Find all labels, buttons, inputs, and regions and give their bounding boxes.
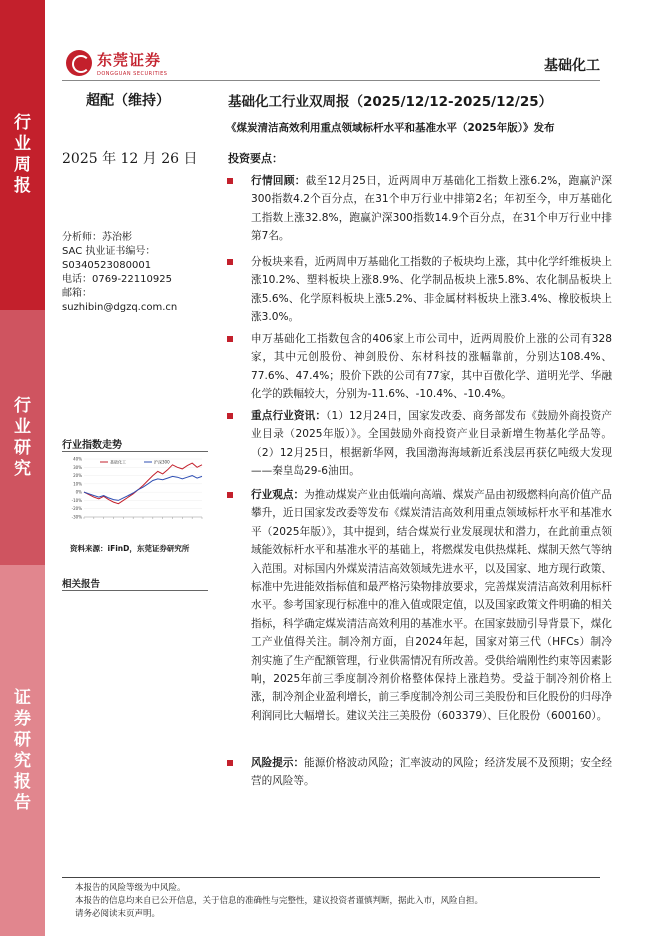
y-tick-label: 30%	[73, 464, 82, 470]
related-divider	[62, 590, 208, 591]
bullet-text: 截至12月25日，近两周申万基础化工指数上涨6.2%，跑赢沪深300指数4.2个百分点，在31个申万行业中排第2名；年初至今，申万基础化工指数上涨32.8%，跑赢沪深300指数14.9个百分点，在31个申万行业中排第7名。	[251, 175, 612, 243]
chart-title: 行业指数走势	[62, 440, 122, 451]
investment-points-heading: 投资要点：	[228, 152, 283, 165]
report-title: 基础化工行业双周报（2025/12/12-2025/12/25）	[228, 94, 553, 110]
bullet-text: 分板块来看，近两周申万基础化工指数的子板块均上涨，其中化学纤维板块上涨10.2%、塑料板块上涨8.9%、化学制品板块上涨5.8%、农化制品板块上涨5.6%、化学原料板块上涨5.2%、非金属材料板块上涨3.4%、橡胶板块上涨3.0%。	[251, 256, 612, 324]
bullet-square-icon	[227, 336, 233, 342]
analyst-phone: 电话：0769-22110925	[62, 274, 172, 285]
analyst-name: 分析师：苏治彬	[62, 232, 132, 243]
y-tick-label: 0%	[75, 489, 82, 495]
rating: 超配（维持）	[86, 93, 170, 109]
series-line	[84, 463, 202, 504]
footer-risk-level: 本报告的风险等级为中风险。	[75, 883, 186, 893]
bullet-square-icon	[227, 259, 233, 265]
chart-divider	[62, 451, 208, 452]
sidebar-report-label: 证券研究报告	[0, 565, 45, 936]
y-tick-label: 40%	[73, 456, 82, 462]
bullet-square-icon	[227, 178, 233, 184]
bullet-text: 为推动煤炭产业由低端向高端、煤炭产品由初级燃料向高价值产品攀升，近日国家发改委等发布《煤炭清洁高效利用重点领域标杆水平和基准水平（2025年版）》，其中提到，结合煤炭行业发展现状和潜力，在此前重点领域能效标杆水平和基准水平的基础上，将燃煤发电供热煤耗、煤制天然气等纳入范围。对标国内外煤炭清洁高效领域先进水平，以及国家、地方现行政策、标准中先进能效指标值和最严格污染物排放要求，完善煤炭清洁高效利用标杆水平。参考国家现行标准中的准入值或限定值，以及国家政策文件明确的相关指标，科学确定煤炭清洁高效利用的基准水平。在国家鼓励引导背景下，煤化工产业值得关注。制冷剂方面，自2024年起，国家对第三代（HFCs）制冷剂实施了生产配额管理，行业供需情况有所改善。受供给端刚性约束等因素影响，2025年前三季度制冷剂价格整体保持上涨趋势。受益于制冷剂价格上涨，制冷剂企业盈利增长，前三季度制冷剂公司三美股份和巨化股份的归母净利润同比大幅增长。建议关注三美股份（603379）、巨化股份（600160）。	[251, 489, 612, 722]
analyst-sac-label: SAC 执业证书编号：	[62, 246, 156, 257]
bullet-point	[227, 407, 612, 481]
bullet-square-icon	[227, 492, 233, 498]
analyst-email[interactable]: suzhibin@dgzq.com.cn	[62, 302, 178, 313]
y-tick-label: 10%	[73, 481, 82, 487]
series-line	[84, 476, 202, 501]
sidebar	[0, 0, 45, 936]
footer-divider	[62, 877, 600, 878]
analyst-email-label: 邮箱：	[62, 288, 92, 299]
bullet-point	[227, 330, 612, 404]
footer-read-notice: 请务必阅读末页声明。	[75, 909, 161, 919]
sidebar-report-type: 行业周报	[0, 0, 45, 310]
footer-disclaimer: 本报告的信息均来自已公开信息，关于信息的准确性与完整性，建议投资者谨慎判断，据此入市，风险自担。	[75, 896, 484, 906]
footer	[75, 882, 483, 921]
bullet-heading: 行情回顾：	[251, 175, 306, 187]
bullet-point	[227, 754, 612, 791]
analyst-sac-no: S0340523080001	[62, 260, 152, 271]
legend-label: 基础化工	[110, 459, 126, 465]
sidebar-research-type: 行业研究	[0, 310, 45, 565]
legend-label: 沪深300	[154, 459, 170, 465]
y-tick-label: -10%	[71, 497, 82, 503]
logo-en: DONGGUAN SECURITIES	[97, 71, 168, 77]
bullet-point	[227, 172, 612, 246]
bullet-text: 能源价格波动风险；汇率波动的风险；经济发展不及预期；安全经营的风险等。	[251, 757, 612, 788]
index-trend-chart	[62, 453, 208, 539]
bullet-heading: 行业观点：	[251, 489, 305, 501]
header-category: 基础化工	[544, 58, 600, 74]
bullet-text: 申万基础化工指数包含的406家上市公司中，近两周股价上涨的公司有328家，其中元创股份、神剑股份、东材科技的涨幅靠前，分别达108.4%、77.6%、47.4%；股价下跌的公司有77家，其中百傲化学、道明光学、华融化学的跌幅较大，分别为-11.6%、-10.4%、-10.4%。	[251, 333, 612, 401]
logo-cn: 东莞证券	[97, 51, 162, 69]
bullet-point	[227, 253, 612, 327]
bullet-text: （1）12月24日，国家发改委、商务部发布《鼓励外商投资产业目录（2025年版）》。全国鼓励外商投资产业目录新增生物基化学品等。（2）12月25日，根据新华网，我国渤海海域新近系浅层再获亿吨级大发现——秦皇岛29-6油田。	[251, 410, 612, 478]
chart-source: 资料来源：iFinD，东莞证券研究所	[70, 544, 190, 553]
related-reports-heading: 相关报告	[62, 579, 101, 590]
y-tick-label: 20%	[73, 473, 82, 479]
header-divider	[62, 80, 600, 81]
y-tick-label: -20%	[71, 506, 82, 512]
bullet-heading: 重点行业资讯：	[251, 410, 327, 422]
y-tick-label: -30%	[71, 514, 82, 520]
report-date: 2025 年 12 月 26 日	[62, 151, 198, 167]
company-logo	[66, 49, 167, 77]
bullet-heading: 风险提示：	[251, 757, 305, 769]
report-subtitle: 《煤炭清洁高效利用重点领域标杆水平和基准水平（2025年版）》发布	[226, 122, 555, 134]
bullet-square-icon	[227, 413, 233, 419]
bullet-point	[227, 486, 612, 725]
bullet-square-icon	[227, 760, 233, 766]
analyst-info	[62, 231, 222, 315]
logo-mark-icon	[66, 50, 92, 76]
